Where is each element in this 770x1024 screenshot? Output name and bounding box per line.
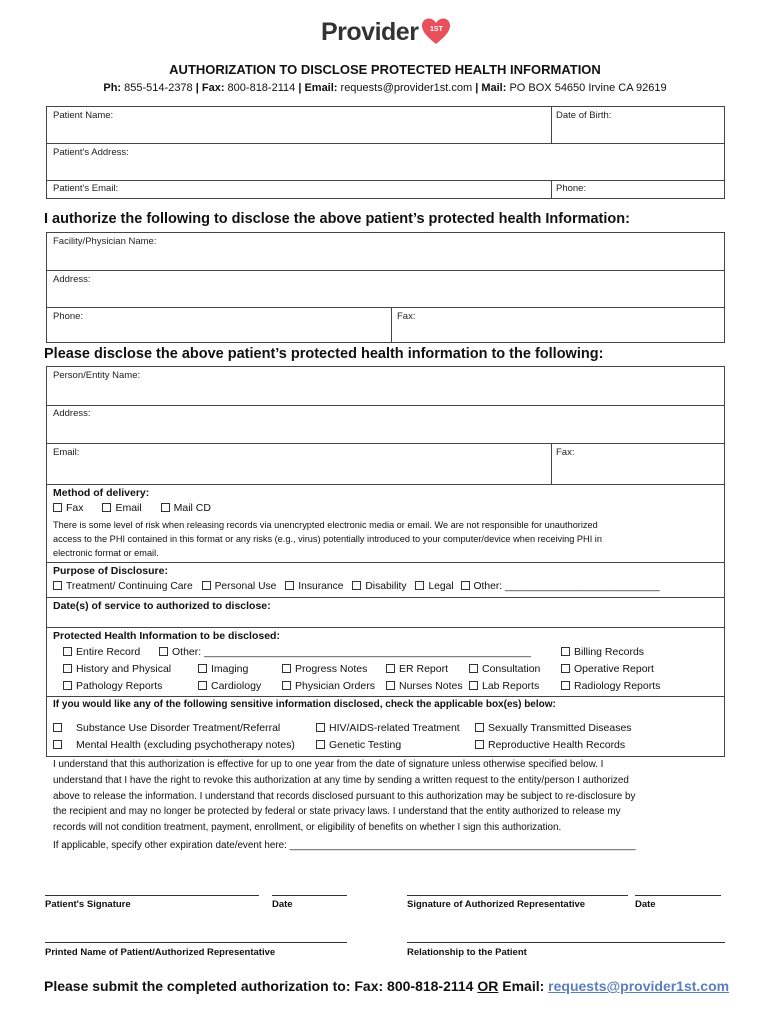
risk-disclaimer: There is some level of risk when releasing records via unencrypted electronic media or email. We are not responsible for unauthorized access to the PHI contained in this format or any risks (e.g., virus) potentially introduced to your computer/device when receiving PHI in electronic format or email. xyxy=(53,520,602,558)
sensitive-hiv: HIV/AIDS-related Treatment xyxy=(316,722,460,734)
phi-lab: Lab Reports xyxy=(469,680,539,692)
submission-footer: Please submit the completed authorization to: Fax: 800-818-2114 OR Email: requests@provider1st.com xyxy=(44,978,730,994)
patient-email-field[interactable]: Patient's Email: xyxy=(53,183,119,194)
patient-address-field[interactable]: Patient's Address: xyxy=(53,147,129,158)
lab-reports-checkbox[interactable] xyxy=(469,681,478,690)
history-physical-checkbox[interactable] xyxy=(63,664,72,673)
patient-name-field[interactable]: Patient Name: xyxy=(53,110,114,121)
phi-radiology: Radiology Reports xyxy=(561,680,660,692)
date-line-1[interactable] xyxy=(272,895,347,896)
phi-er: ER Report xyxy=(386,663,448,675)
std-checkbox[interactable] xyxy=(475,723,484,732)
disability-checkbox[interactable] xyxy=(352,581,361,590)
date-line-2[interactable] xyxy=(635,895,721,896)
entire-record-checkbox[interactable] xyxy=(63,647,72,656)
genetic-testing-checkbox[interactable] xyxy=(316,740,325,749)
phi-consultation: Consultation xyxy=(469,663,540,675)
fax-checkbox[interactable] xyxy=(53,503,62,512)
phi-pathology: Pathology Reports xyxy=(63,680,162,692)
cardiology-checkbox[interactable] xyxy=(198,681,207,690)
radiology-reports-checkbox[interactable] xyxy=(561,681,570,690)
facility-phone-field[interactable]: Phone: xyxy=(53,311,84,322)
auth-rep-signature-label: Signature of Authorized Representative xyxy=(407,899,586,910)
relationship-line[interactable] xyxy=(407,942,725,943)
imaging-checkbox[interactable] xyxy=(198,664,207,673)
date-label-2: Date xyxy=(635,899,656,910)
sensitive-genetic: Genetic Testing xyxy=(316,739,401,751)
brand-name: Provider xyxy=(321,17,419,46)
delivery-label: Method of delivery: xyxy=(53,487,150,499)
sensitive-substance: Substance Use Disorder Treatment/Referral xyxy=(53,722,280,734)
pathology-reports-checkbox[interactable] xyxy=(63,681,72,690)
facility-name-field[interactable]: Facility/Physician Name: xyxy=(53,236,157,247)
progress-notes-checkbox[interactable] xyxy=(282,664,291,673)
date-of-birth-field[interactable]: Date of Birth: xyxy=(556,110,612,121)
insurance-checkbox[interactable] xyxy=(285,581,294,590)
treatment-checkbox[interactable] xyxy=(53,581,62,590)
phi-cardiology: Cardiology xyxy=(198,680,261,692)
form-title: AUTHORIZATION TO DISCLOSE PROTECTED HEALTH INFORMATION xyxy=(169,62,601,77)
section-2-heading: Please disclose the above patient’s protected health information to the following: xyxy=(44,346,604,362)
patient-info-box xyxy=(46,106,725,199)
phi-label: Protected Health Information to be disclosed: xyxy=(53,630,280,642)
recipient-email-field[interactable]: Email: xyxy=(53,447,80,458)
email-checkbox[interactable] xyxy=(102,503,111,512)
substance-use-checkbox[interactable] xyxy=(53,723,62,732)
relationship-label: Relationship to the Patient xyxy=(407,947,527,958)
phi-entire-record: Entire Record xyxy=(63,646,140,658)
phi-imaging: Imaging xyxy=(198,663,248,675)
other-phi-checkbox[interactable] xyxy=(159,647,168,656)
section-1-heading: I authorize the following to disclose the above patient’s protected health Information: xyxy=(44,211,630,227)
hiv-aids-checkbox[interactable] xyxy=(316,723,325,732)
expiration-field[interactable]: If applicable, specify other expiration date/event here: _______________________________________________________________ xyxy=(53,840,636,851)
facility-box xyxy=(46,232,725,343)
dates-of-service-field[interactable]: Date(s) of service to authorized to disclose: xyxy=(53,600,271,612)
phi-history: History and Physical xyxy=(63,663,171,675)
nurses-notes-checkbox[interactable] xyxy=(386,681,395,690)
sensitive-reproductive: Reproductive Health Records xyxy=(475,739,625,751)
printed-name-label: Printed Name of Patient/Authorized Representative xyxy=(45,947,276,958)
contact-line: Ph: 855-514-2378 | Fax: 800-818-2114 | Email: requests@provider1st.com | Mail: PO BOX 54650 Irvine CA 92619 xyxy=(103,82,667,94)
heart-icon xyxy=(421,17,451,47)
phi-billing: Billing Records xyxy=(561,646,644,658)
billing-records-checkbox[interactable] xyxy=(561,647,570,656)
patient-signature-label: Patient's Signature xyxy=(45,899,131,910)
phi-physician-orders: Physician Orders xyxy=(282,680,375,692)
phi-operative: Operative Report xyxy=(561,663,654,675)
date-label-1: Date xyxy=(272,899,293,910)
brand-badge: 1ST xyxy=(430,26,443,33)
patient-signature-line[interactable] xyxy=(45,895,259,896)
reproductive-health-checkbox[interactable] xyxy=(475,740,484,749)
personal-use-checkbox[interactable] xyxy=(202,581,211,590)
patient-phone-field[interactable]: Phone: xyxy=(556,183,587,194)
recipient-address-field[interactable]: Address: xyxy=(53,408,91,419)
purpose-label: Purpose of Disclosure: xyxy=(53,565,168,577)
phi-nurses: Nurses Notes xyxy=(386,680,463,692)
other-purpose-checkbox[interactable] xyxy=(461,581,470,590)
sensitive-label: If you would like any of the following sensitive information disclosed, check the applicable box(es) below: xyxy=(53,699,556,710)
recipient-fax-field[interactable]: Fax: xyxy=(556,447,575,458)
mental-health-checkbox[interactable] xyxy=(53,740,62,749)
submission-email-link[interactable]: requests@provider1st.com xyxy=(548,978,730,994)
facility-fax-field[interactable]: Fax: xyxy=(397,311,416,322)
delivery-options: Fax Email Mail CD xyxy=(53,502,211,514)
er-report-checkbox[interactable] xyxy=(386,664,395,673)
operative-report-checkbox[interactable] xyxy=(561,664,570,673)
legal-checkbox[interactable] xyxy=(415,581,424,590)
understanding-paragraph: I understand that this authorization is effective for up to one year from the date of signature unless otherwise specified below. I understand that I have the right to revoke this authorization at any time by sending a written request to the entity/person I authorized above to release the information. I understand that records disclosed pursuant to this authorization may be subject to re-disclosure by the recipient and may no longer be protected by federal or state privacy laws. I understand that the entity authorized to release my records will not condition treatment, payment, enrollment, or eligibility of benefits on whether I sign this authorization. xyxy=(53,759,636,834)
phi-other: Other: ________________________________________________________ xyxy=(159,646,531,658)
provider-logo xyxy=(321,14,451,50)
mail-cd-checkbox[interactable] xyxy=(161,503,170,512)
physician-orders-checkbox[interactable] xyxy=(282,681,291,690)
auth-rep-signature-line[interactable] xyxy=(407,895,628,896)
person-entity-field[interactable]: Person/Entity Name: xyxy=(53,370,141,381)
sensitive-mental: Mental Health (excluding psychotherapy notes) xyxy=(53,739,295,751)
facility-address-field[interactable]: Address: xyxy=(53,274,91,285)
consultation-checkbox[interactable] xyxy=(469,664,478,673)
printed-name-line[interactable] xyxy=(45,942,347,943)
sensitive-std: Sexually Transmitted Diseases xyxy=(475,722,632,734)
phi-progress: Progress Notes xyxy=(282,663,367,675)
purpose-options: Treatment/ Continuing Care Personal Use Insurance Disability Legal Other: ___________________________ xyxy=(53,581,660,592)
